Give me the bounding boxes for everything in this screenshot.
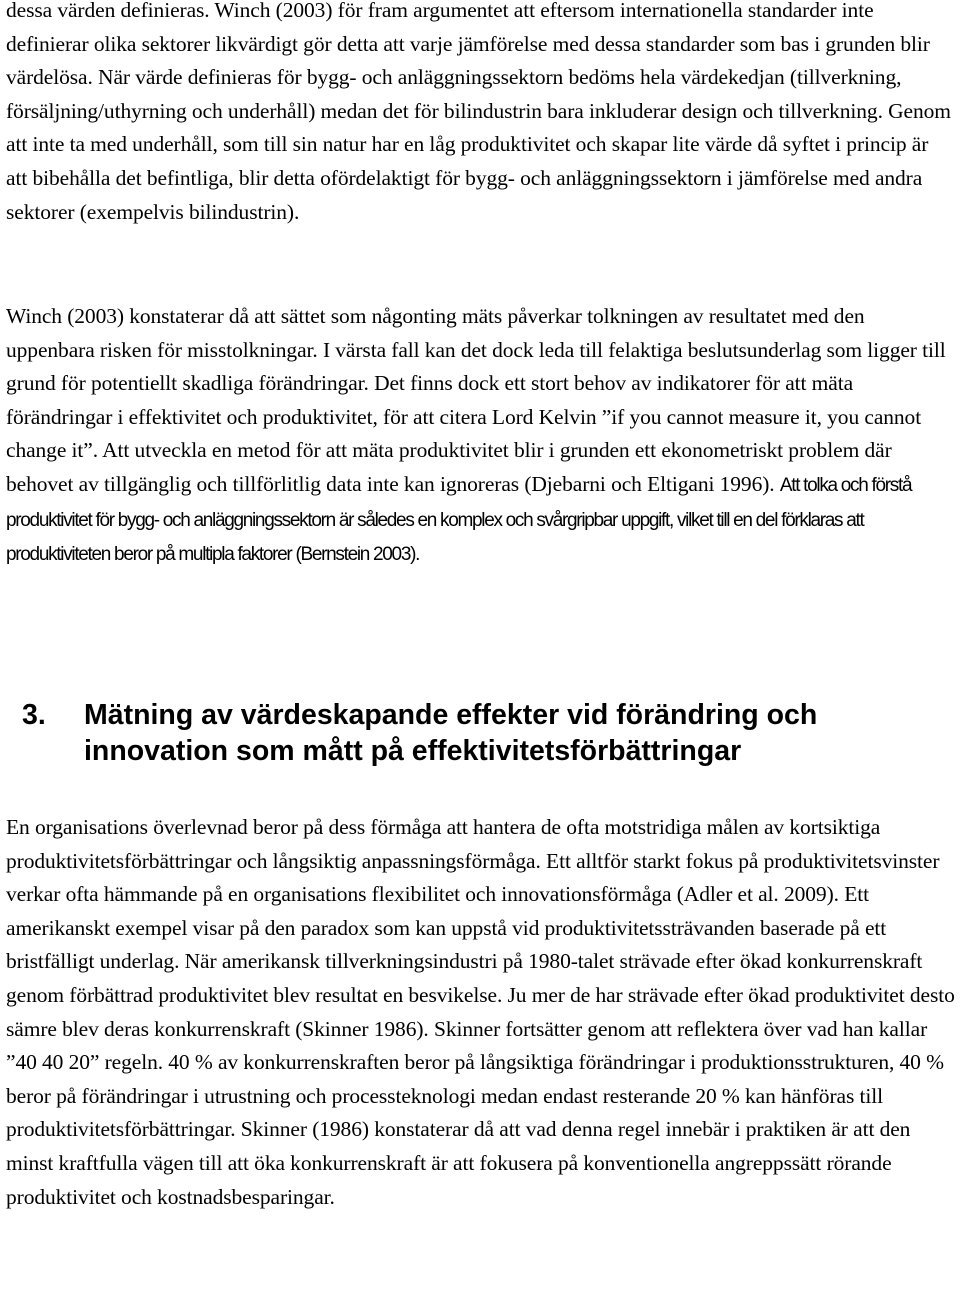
section-number: 3. bbox=[22, 699, 46, 731]
body-paragraph-3 bbox=[6, 811, 956, 1214]
section-heading bbox=[22, 697, 952, 769]
paragraph-text: dessa värden definieras. Winch (2003) för fram argumentet att eftersom internationella standarder inte definierar olika sektorer likvärdigt gör detta att varje jämförelse med dessa standarder som bas i grunden blir värdelösa. När värde definieras för bygg- och anläggningssektorn bedöms hela värdekedjan (tillverkning, försäljning/uthyrning och underhåll) medan det för bilindustrin bara inkluderar design och tillverkning. Genom att inte ta med underhåll, som till sin natur har en låg produktivitet och skapar lite värde då syftet i princip är att bibehålla det befintliga, blir detta ofördelaktigt för bygg- och anläggningssektorn i jämförelse med andra sektorer (exempelvis bilindustrin). bbox=[6, 0, 951, 224]
paragraph-text-sans: Att tolka och förstå produktivitet för bygg- och anläggningssektorn är således en komplex och svårgripbar uppgift, vilket till en del förklaras att produktiviteten beror på multipla faktorer (Bernstein 2003). bbox=[6, 474, 912, 566]
section-title-line-1: Mätning av värdeskapande effekter vid förändring och bbox=[84, 699, 818, 731]
paragraph-text: En organisations överlevnad beror på dess förmåga att hantera de ofta motstridiga målen av kortsiktiga produktivitetsförbättringar och långsiktig anpassningsförmåga. Ett alltför starkt fokus på produktivitetsvinster verkar ofta hämmande på en organisations flexibilitet och innovationsförmåga (Adler et al. 2009). Ett amerikanskt exempel visar på den paradox som kan uppstå vid produktivitetssträvanden baserade på ett bristfälligt underlag. När amerikansk tillverkningsindustri på 1980-talet strävade efter ökad konkurrenskraft genom förbättrad produktivitet blev resultat en besvikelse. Ju mer de har strävade efter ökad produktivitet desto sämre blev deras konkurrenskraft (Skinner 1986). Skinner fortsätter genom att reflektera över vad han kallar ”40 40 20” regeln. 40 % av konkurrenskraften beror på långsiktiga förändringar i produktionsstrukturen, 40 % beror på förändringar i utrustning och processteknologi medan endast resterande 20 % kan hänföras till produktivitetsförbättringar. Skinner (1986) konstaterar då att vad denna regel innebär i praktiken är att den minst kraftfulla vägen till att öka konkurrenskraft är att fokusera på konventionella angreppssätt rörande produktivitet och kostnadsbesparingar. bbox=[6, 815, 955, 1209]
paragraph-text-serif: Winch (2003) konstaterar då att sättet som någonting mäts påverkar tolkningen av resultatet med den uppenbara risken för misstolkningar. I värsta fall kan det dock leda till felaktiga beslutsunderlag som ligger till grund för potentiellt skadliga förändringar. Det finns dock ett stort behov av indikatorer för att mäta förändringar i effektivitet och produktivitet, för att citera Lord Kelvin ”if you cannot measure it, you cannot change it”. Att utveckla en metod för att mäta produktivitet blir i grunden ett ekonometriskt problem där behovet av tillgänglig och tillförlitlig data inte kan ignoreras (Djebarni och Eltigani 1996). bbox=[6, 304, 946, 496]
body-paragraph-2 bbox=[6, 300, 954, 572]
body-paragraph-1 bbox=[6, 0, 954, 229]
section-title-line-2: innovation som mått på effektivitetsförbättringar bbox=[84, 735, 742, 767]
